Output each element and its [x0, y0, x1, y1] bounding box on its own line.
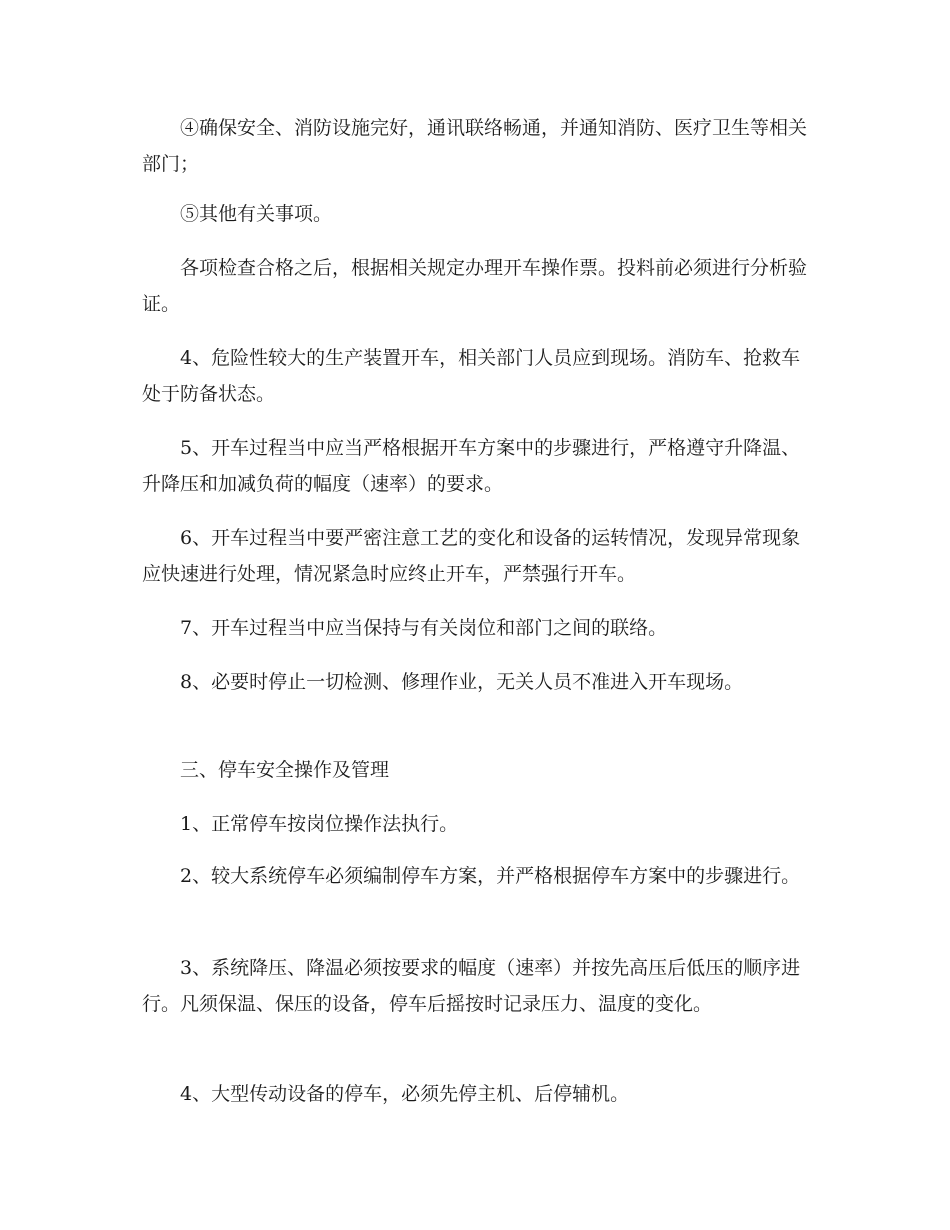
paragraph-6-monitor-process: 6、开车过程当中要严密注意工艺的变化和设备的运转情况，发现异常现象应快速进行处理，情况紧急时应终止开车，严禁强行开车。 — [142, 527, 801, 585]
paragraph-item-5-other-matters: ⑤其他有关事项。 — [142, 203, 333, 225]
paragraph-operation-ticket: 各项检查合格之后，根据相关规定办理开车操作票。投料前必须进行分析验证。 — [142, 257, 808, 315]
paragraph-7-keep-contact: 7、开车过程当中应当保持与有关岗位和部门之间的联络。 — [142, 617, 668, 639]
paragraph-4-dangerous-startup: 4、危险性较大的生产装置开车，相关部门人员应到现场。消防车、抢救车处于防备状态。 — [142, 347, 801, 405]
paragraph-1-normal-shutdown: 1、正常停车按岗位操作法执行。 — [142, 813, 459, 835]
paragraph-3-depressurize-cooldown: 3、系统降压、降温必须按要求的幅度（速率）并按先高压后低压的顺序进行。凡须保温、保压的设备，停车后摇按时记录压力、温度的变化。 — [142, 957, 801, 1015]
section-heading-shutdown: 三、停车安全操作及管理 — [142, 759, 390, 781]
paragraph-2-shutdown-plan: 2、较大系统停车必须编制停车方案，并严格根据停车方案中的步骤进行。 — [142, 865, 801, 887]
paragraph-4-large-equipment-shutdown: 4、大型传动设备的停车，必须先停主机、后停辅机。 — [142, 1083, 630, 1105]
paragraph-5-follow-startup-plan: 5、开车过程当中应当严格根据开车方案中的步骤进行，严格遵守升降温、升降压和加减负荷的幅度（速率）的要求。 — [142, 437, 801, 495]
paragraph-8-stop-work: 8、必要时停止一切检测、修理作业，无关人员不准进入开车现场。 — [142, 671, 744, 693]
paragraph-item-4-safety-check: ④确保安全、消防设施完好，通讯联络畅通，并通知消防、医疗卫生等相关部门； — [142, 117, 808, 175]
